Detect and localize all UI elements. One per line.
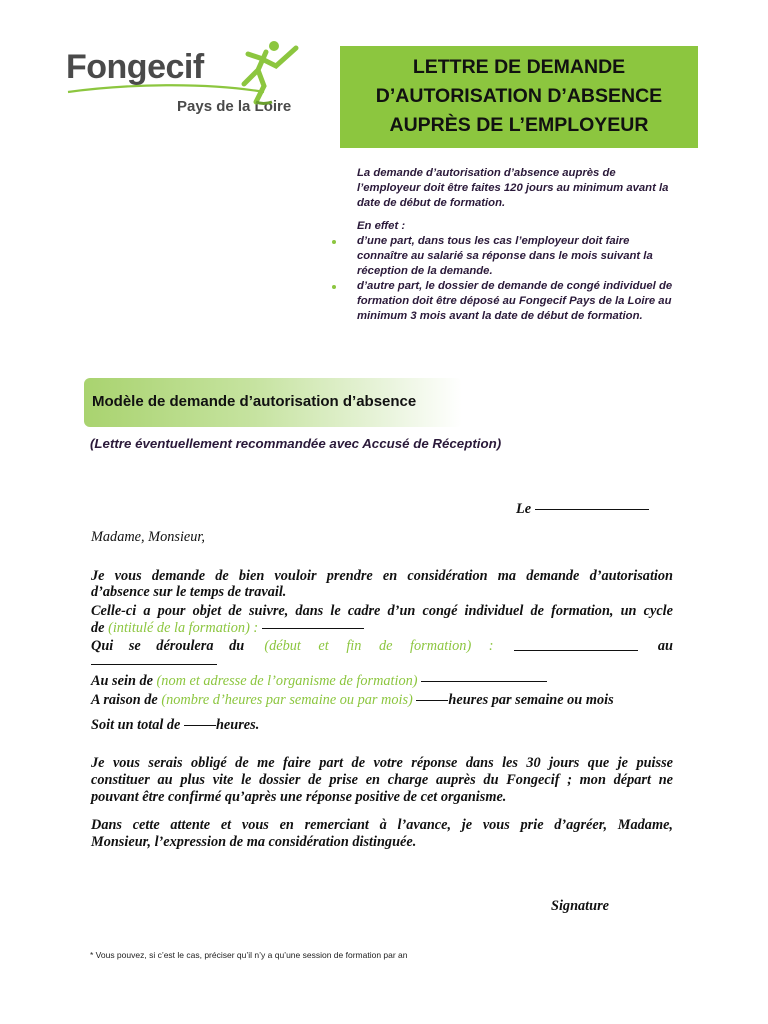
blank-line xyxy=(91,664,217,665)
blank-line xyxy=(416,700,448,701)
de-label: de xyxy=(91,620,105,636)
running-figure-icon xyxy=(66,40,326,120)
paragraph-line: Monsieur, l’expression de ma considération distinguée. xyxy=(91,834,417,850)
dates-placeholder: (début et fin de formation) : xyxy=(264,638,494,654)
blank-line xyxy=(421,681,547,682)
paragraph-line: Dans cette attente et vous en remerciant à l’avance, je vous prie d’agréer, Madame, xyxy=(91,817,673,833)
date-label: Le xyxy=(516,501,532,517)
title-line-2: D’AUTORISATION D’ABSENCE xyxy=(375,85,663,107)
paragraph-line: d’absence sur le temps de travail. xyxy=(91,584,287,600)
paragraph-line: Celle-ci a pour objet de suivre, dans le cadre d’un congé individuel de formation, un cycle xyxy=(91,603,673,619)
section-subtitle: (Lettre éventuellement recommandée avec Accusé de Réception) xyxy=(90,436,502,451)
blank-line xyxy=(184,725,216,726)
paragraph-line: pouvant être confirmé qu’après une réponse positive de cet organisme. xyxy=(91,789,507,805)
bullet-line: d’autre part, le dossier de demande de congé individuel de xyxy=(357,280,673,292)
title-line-3: AUPRÈS DE L’EMPLOYEUR xyxy=(389,114,649,136)
title-box xyxy=(340,46,698,148)
blank-line xyxy=(535,509,649,510)
bullet-line: minimum 3 mois avant la date de début de formation. xyxy=(357,310,643,322)
au-sein-label: Au sein de xyxy=(91,673,153,689)
footnote: * Vous pouvez, si c’est le cas, préciser qu’il n’y a qu’une session de formation par an xyxy=(90,950,408,960)
bullet-dot xyxy=(332,240,336,244)
title-line-1: LETTRE DE DEMANDE xyxy=(412,56,626,78)
organisme-placeholder: (nom et adresse de l’organisme de formation) xyxy=(156,673,418,689)
dates-line xyxy=(91,638,673,655)
section-banner xyxy=(84,378,462,427)
date-line xyxy=(516,501,649,518)
paragraph-line: Je vous serais obligé de me faire part de votre réponse dans les 30 jours que je puisse xyxy=(91,755,673,771)
qui-label: Qui se déroulera du xyxy=(91,638,245,654)
bullet-line: d’une part, dans tous les cas l’employeur doit faire xyxy=(357,235,630,247)
paragraph-line: constituer au plus vite le dossier de prise en charge auprès du Fongecif ; mon départ ne xyxy=(91,772,673,788)
bullet-line: réception de la demande. xyxy=(357,265,493,277)
logo-region: Pays de la Loire xyxy=(177,98,292,115)
salutation: Madame, Monsieur, xyxy=(91,529,205,545)
heures-placeholder: (nombre d’heures par semaine ou par mois) xyxy=(161,692,413,708)
bullet-dot xyxy=(332,285,336,289)
paragraph-line: Je vous demande de bien vouloir prendre en considération ma demande d’autorisation xyxy=(91,568,673,584)
formation-line xyxy=(91,620,364,637)
raison-label: A raison de xyxy=(91,692,158,708)
section-heading: Modèle de demande d’autorisation d’absence xyxy=(92,393,417,410)
au-label: au xyxy=(657,638,673,654)
bullet-line: connaître au salarié sa réponse dans le mois suivant la xyxy=(357,250,653,262)
en-effet-label: En effet : xyxy=(357,220,406,232)
soit-label: Soit un total de xyxy=(91,717,181,733)
intitule-placeholder: (intitulé de la formation) : xyxy=(108,620,259,636)
intro-line: date de début de formation. xyxy=(357,197,506,209)
logo-wordmark: Fongecif xyxy=(66,48,204,86)
signature-label: Signature xyxy=(551,898,610,914)
organisme-line xyxy=(91,673,547,690)
heures-suffix: heures par semaine ou mois xyxy=(448,692,614,708)
intro-line: La demande d’autorisation d’absence auprès de xyxy=(357,167,616,179)
total-heures-label: heures. xyxy=(215,717,260,733)
blank-line xyxy=(262,628,364,629)
bullet-line: formation doit être déposé au Fongecif Pays de la Loire au xyxy=(357,295,672,307)
fongecif-logo xyxy=(66,40,326,120)
intro-line: l’employeur doit être faites 120 jours au minimum avant la xyxy=(357,182,669,194)
total-line xyxy=(91,717,259,734)
heures-line xyxy=(91,692,614,709)
blank-line xyxy=(514,650,638,651)
